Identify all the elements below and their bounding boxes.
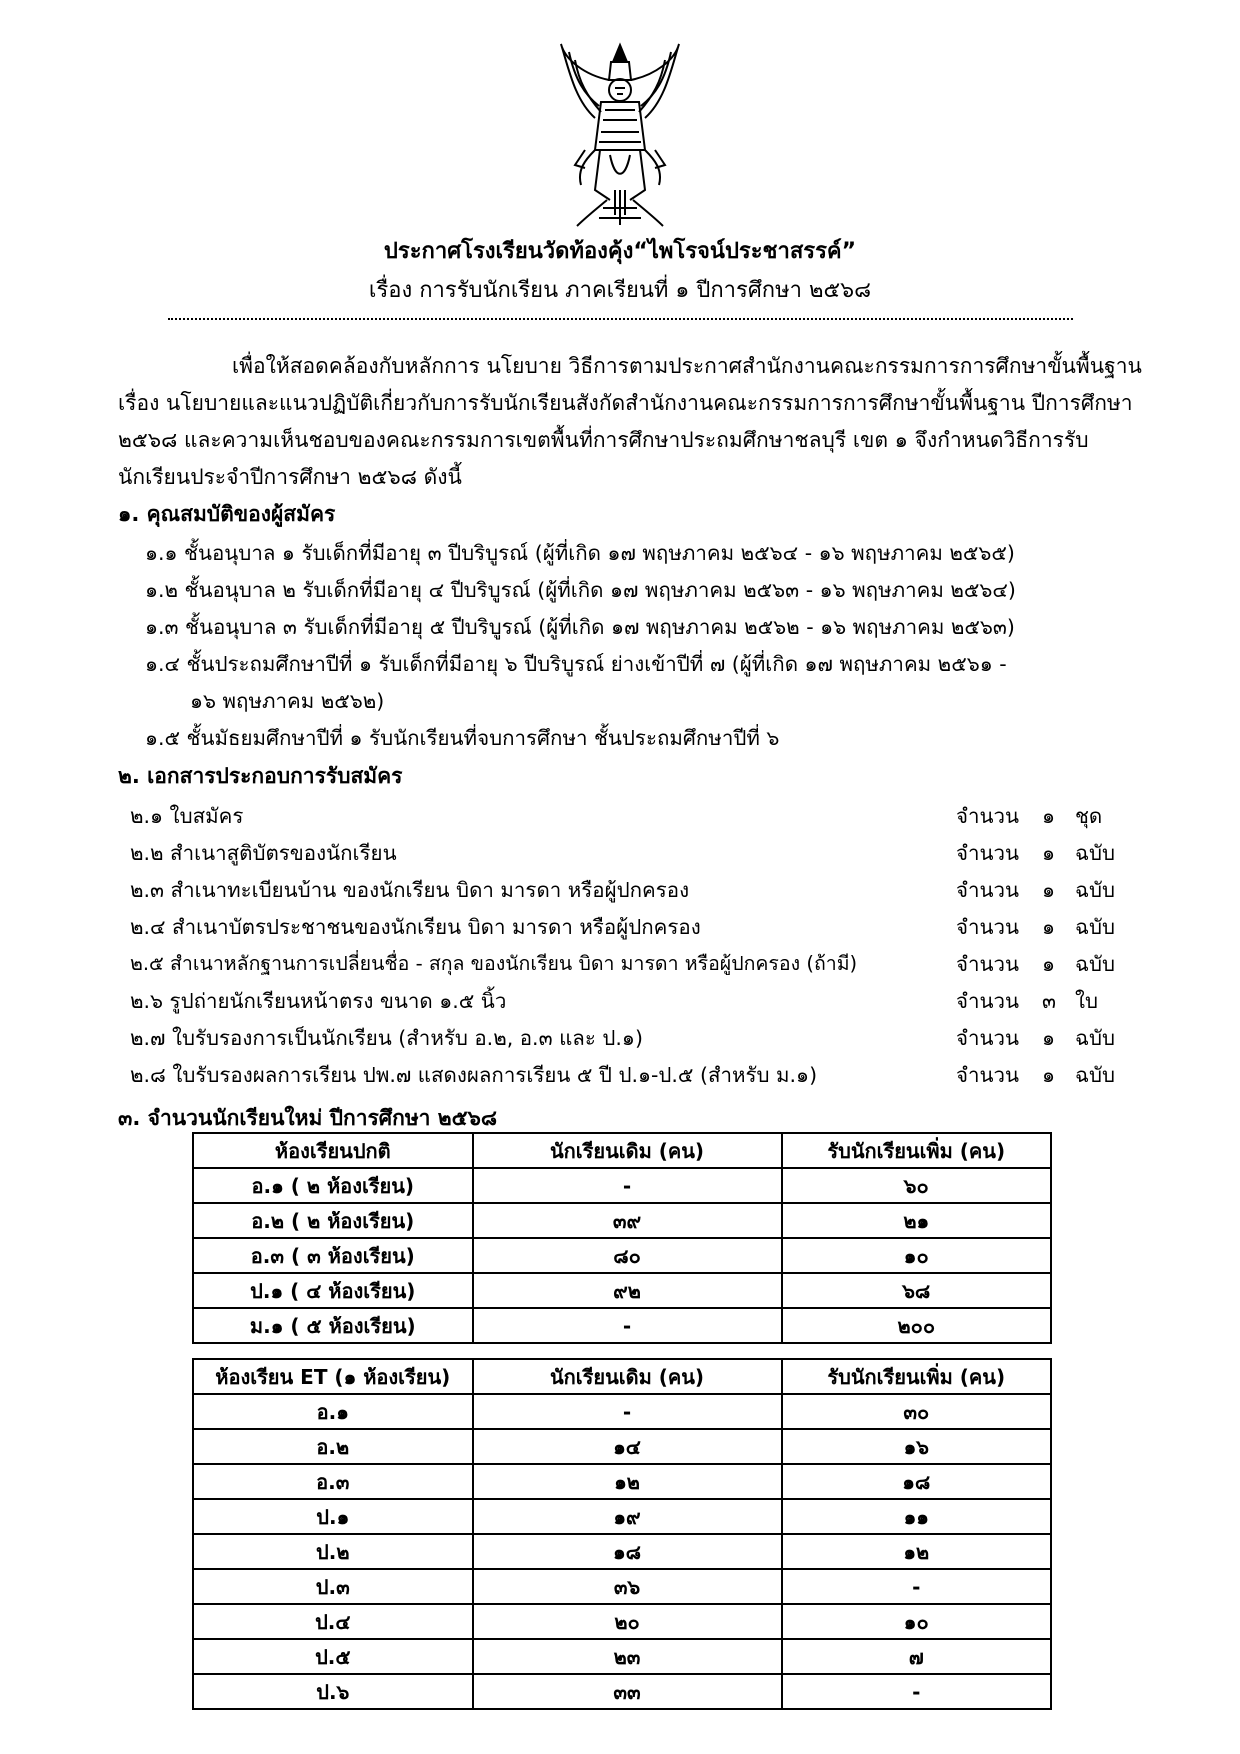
document-count-label: จำนวน xyxy=(956,915,1020,939)
table-cell: ๑๘ xyxy=(473,1534,782,1569)
document-count-unit: ชุด xyxy=(1075,804,1103,828)
table-cell: ป.๔ xyxy=(193,1604,473,1639)
table-header: นักเรียนเดิม (คน) xyxy=(473,1133,782,1168)
table-cell: ๒๓ xyxy=(473,1639,782,1674)
document-count-label: จำนวน xyxy=(956,989,1020,1013)
table-cell: ๑๔ xyxy=(473,1429,782,1464)
document-item-label: ๒.๔ สำเนาบัตรประชาชนของนักเรียน บิดา มารดา หรือผู้ปกครอง xyxy=(130,915,701,939)
table-cell: ๒๐๐ xyxy=(782,1308,1051,1343)
section-heading-documents: ๒. เอกสารประกอบการรับสมัคร xyxy=(118,764,403,788)
document-item-label: ๒.๗ ใบรับรองการเป็นนักเรียน (สำหรับ อ.๒, อ.๓ และ ป.๑) xyxy=(130,1026,643,1050)
qualification-item: ๑.๕ ชั้นมัธยมศึกษาปีที่ ๑ รับนักเรียนที่จบการศึกษา ชั้นประถมศึกษาปีที่ ๖ xyxy=(145,726,780,750)
document-count-label: จำนวน xyxy=(956,952,1020,976)
intro-line: เพื่อให้สอดคล้องกับหลักการ นโยบาย วิธีการตามประกาศสำนักงานคณะกรรมการการศึกษาขั้นพื้นฐาน xyxy=(232,354,1142,378)
section-heading-qualifications: ๑. คุณสมบัติของผู้สมัคร xyxy=(118,502,336,526)
intro-line: ๒๕๖๘ และความเห็นชอบของคณะกรรมการเขตพื้นที่การศึกษาประถมศึกษาชลบุรี เขต ๑ จึงกำหนดวิธีการรับ xyxy=(118,428,1089,452)
table-cell: ๓๖ xyxy=(473,1569,782,1604)
table-row xyxy=(193,1499,1051,1534)
table-row xyxy=(193,1604,1051,1639)
document-count-number: ๑ xyxy=(1042,1063,1056,1087)
qualification-item: ๑.๑ ชั้นอนุบาล ๑ รับเด็กที่มีอายุ ๓ ปีบริบูรณ์ (ผู้ที่เกิด ๑๗ พฤษภาคม ๒๕๖๔ - ๑๖ พฤษภาคม ๒๕๖๕) xyxy=(145,541,1015,565)
table-cell: - xyxy=(473,1308,782,1343)
table-cell: ๑๖ xyxy=(782,1429,1051,1464)
table-cell: ๑๐ xyxy=(782,1238,1051,1273)
document-count-number: ๑ xyxy=(1042,804,1056,828)
document-count-unit: ใบ xyxy=(1075,989,1099,1013)
document-count-label: จำนวน xyxy=(956,1026,1020,1050)
section-heading-new-students: ๓. จำนวนนักเรียนใหม่ ปีการศึกษา ๒๕๖๘ xyxy=(118,1106,498,1130)
table-cell: ๒๐ xyxy=(473,1604,782,1639)
table-cell: ๑๒ xyxy=(473,1464,782,1499)
document-count-unit: ฉบับ xyxy=(1075,1063,1115,1087)
table-cell: ๓๓ xyxy=(473,1674,782,1709)
document-count-number: ๑ xyxy=(1042,952,1056,976)
table-cell: - xyxy=(473,1394,782,1429)
table-header: ห้องเรียนปกติ xyxy=(193,1133,473,1168)
qualification-item: ๑.๓ ชั้นอนุบาล ๓ รับเด็กที่มีอายุ ๕ ปีบริบูรณ์ (ผู้ที่เกิด ๑๗ พฤษภาคม ๒๕๖๒ - ๑๖ พฤษภาคม ๒๕๖๓) xyxy=(145,615,1015,639)
table-row xyxy=(193,1429,1051,1464)
table-cell: ๓๙ xyxy=(473,1203,782,1238)
table-cell: ๙๒ xyxy=(473,1273,782,1308)
table-cell: ป.๕ xyxy=(193,1639,473,1674)
table-header: รับนักเรียนเพิ่ม (คน) xyxy=(782,1359,1051,1394)
document-count-label: จำนวน xyxy=(956,1063,1020,1087)
table-cell: ๖๐ xyxy=(782,1168,1051,1203)
table-cell: ป.๑ xyxy=(193,1499,473,1534)
qualification-item-continued: ๑๖ พฤษภาคม ๒๕๖๒) xyxy=(190,689,385,713)
table-row xyxy=(193,1674,1051,1709)
announcement-title: ประกาศโรงเรียนวัดท้องคุ้ง“ไพโรจน์ประชาสรรค์” xyxy=(383,239,857,264)
document-item-label: ๒.๕ สำเนาหลักฐานการเปลี่ยนชื่อ - สกุล ของนักเรียน บิดา มารดา หรือผู้ปกครอง (ถ้ามี) xyxy=(130,952,858,975)
table-row xyxy=(193,1203,1051,1238)
document-count-unit: ฉบับ xyxy=(1075,915,1115,939)
document-item-label: ๒.๘ ใบรับรองผลการเรียน ปพ.๗ แสดงผลการเรียน ๕ ปี ป.๑-ป.๕ (สำหรับ ม.๑) xyxy=(130,1063,818,1087)
table-row xyxy=(193,1534,1051,1569)
document-item-label: ๒.๖ รูปถ่ายนักเรียนหน้าตรง ขนาด ๑.๕ นิ้ว xyxy=(130,989,507,1013)
table-header-row xyxy=(193,1359,1051,1394)
table-row xyxy=(193,1168,1051,1203)
document-count-label: จำนวน xyxy=(956,804,1020,828)
table-cell: ๑๑ xyxy=(782,1499,1051,1534)
table-cell: ม.๑ ( ๕ ห้องเรียน) xyxy=(193,1308,473,1343)
table-cell: ๘๐ xyxy=(473,1238,782,1273)
document-item-label: ๒.๓ สำเนาทะเบียนบ้าน ของนักเรียน บิดา มารดา หรือผู้ปกครอง xyxy=(130,878,690,902)
table-cell: - xyxy=(782,1569,1051,1604)
table-cell: - xyxy=(473,1168,782,1203)
document-count-unit: ฉบับ xyxy=(1075,1026,1115,1050)
table-cell: อ.๑ ( ๒ ห้องเรียน) xyxy=(193,1168,473,1203)
dotted-divider xyxy=(168,318,1073,320)
table-header: ห้องเรียน ET (๑ ห้องเรียน) xyxy=(193,1359,473,1394)
table-cell: ป.๒ xyxy=(193,1534,473,1569)
table-cell: - xyxy=(782,1674,1051,1709)
table-row xyxy=(193,1569,1051,1604)
table-cell: ๑๒ xyxy=(782,1534,1051,1569)
qualification-item: ๑.๒ ชั้นอนุบาล ๒ รับเด็กที่มีอายุ ๔ ปีบริบูรณ์ (ผู้ที่เกิด ๑๗ พฤษภาคม ๒๕๖๓ - ๑๖ พฤษภาคม ๒๕๖๔) xyxy=(145,578,1016,602)
table-row xyxy=(193,1464,1051,1499)
table-cell: ๗ xyxy=(782,1639,1051,1674)
table-cell: อ.๑ xyxy=(193,1394,473,1429)
qualification-item: ๑.๔ ชั้นประถมศึกษาปีที่ ๑ รับเด็กที่มีอายุ ๖ ปีบริบูรณ์ ย่างเข้าปีที่ ๗ (ผู้ที่เกิด ๑๗ พฤษภาคม ๒๕๖๑ - xyxy=(145,652,1007,676)
document-count-label: จำนวน xyxy=(956,841,1020,865)
document-count-unit: ฉบับ xyxy=(1075,841,1115,865)
table-cell: อ.๒ xyxy=(193,1429,473,1464)
document-count-number: ๑ xyxy=(1042,915,1056,939)
table-cell: อ.๒ ( ๒ ห้องเรียน) xyxy=(193,1203,473,1238)
announcement-subject: เรื่อง การรับนักเรียน ภาคเรียนที่ ๑ ปีการศึกษา ๒๕๖๘ xyxy=(368,278,872,303)
table-row xyxy=(193,1273,1051,1308)
document-count-number: ๓ xyxy=(1042,989,1057,1013)
garuda-emblem-icon xyxy=(555,40,685,230)
document-count-unit: ฉบับ xyxy=(1075,952,1115,976)
table-cell: อ.๓ ( ๓ ห้องเรียน) xyxy=(193,1238,473,1273)
table-row xyxy=(193,1639,1051,1674)
document-count-unit: ฉบับ xyxy=(1075,878,1115,902)
table-cell: ๖๘ xyxy=(782,1273,1051,1308)
table-row xyxy=(193,1394,1051,1429)
intro-line: นักเรียนประจำปีการศึกษา ๒๕๖๘ ดังนี้ xyxy=(118,465,462,489)
intro-line: เรื่อง นโยบายและแนวปฏิบัติเกี่ยวกับการรับนักเรียนสังกัดสำนักงานคณะกรรมการการศึกษาขั้นพื้นฐาน ปีการศึกษา xyxy=(118,391,1133,415)
document-count-number: ๑ xyxy=(1042,878,1056,902)
table-cell: ๑๘ xyxy=(782,1464,1051,1499)
document-count-label: จำนวน xyxy=(956,878,1020,902)
table-header: นักเรียนเดิม (คน) xyxy=(473,1359,782,1394)
table-cell: ๒๑ xyxy=(782,1203,1051,1238)
regular-classes-table xyxy=(192,1132,1052,1344)
document-count-number: ๑ xyxy=(1042,841,1056,865)
table-header-row xyxy=(193,1133,1051,1168)
table-row xyxy=(193,1238,1051,1273)
table-cell: ป.๓ xyxy=(193,1569,473,1604)
document-item-label: ๒.๒ สำเนาสูติบัตรของนักเรียน xyxy=(130,841,397,865)
table-header: รับนักเรียนเพิ่ม (คน) xyxy=(782,1133,1051,1168)
table-cell: ป.๑ ( ๔ ห้องเรียน) xyxy=(193,1273,473,1308)
document-count-number: ๑ xyxy=(1042,1026,1056,1050)
table-cell: อ.๓ xyxy=(193,1464,473,1499)
document-item-label: ๒.๑ ใบสมัคร xyxy=(130,804,244,828)
table-row xyxy=(193,1308,1051,1343)
table-cell: ๓๐ xyxy=(782,1394,1051,1429)
table-cell: ๑๐ xyxy=(782,1604,1051,1639)
et-classes-table xyxy=(192,1358,1052,1710)
table-cell: ๑๙ xyxy=(473,1499,782,1534)
table-cell: ป.๖ xyxy=(193,1674,473,1709)
